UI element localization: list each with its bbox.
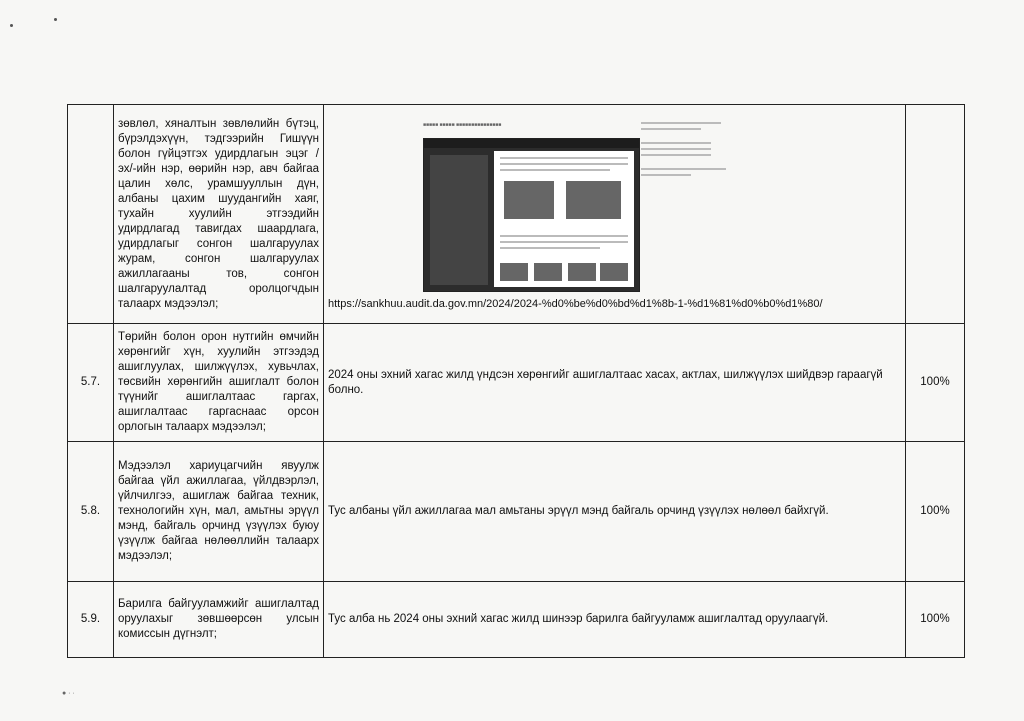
row-description: Төрийн болон орон нутгийн өмчийн хөрөнгийг хүн, хуулийн этгээдэд ашиглуулах, шилжүүлэх, хувьчлах, төсвийн хөрөнгийн ашиглалт болон түүнийг ашиглалтаас гаргах, ашиглалтаас гаргаснаас орсон орлогын талаарх мэдээлэл;: [114, 324, 324, 442]
table-row: [68, 324, 965, 442]
scan-speck: [54, 18, 57, 21]
scan-speck: [10, 24, 13, 27]
row-percent: 100%: [906, 324, 965, 442]
row-status: Тус албаны үйл ажиллагаа мал амьтаны эрүүл мэнд байгаль орчинд үзүүлэх нөлөөл байхгүй.: [324, 442, 906, 582]
pdf-viewer-image: [423, 138, 640, 292]
table-row: [68, 582, 965, 658]
row-number: [68, 105, 114, 324]
row-number: 5.8.: [68, 442, 114, 582]
row-percent: 100%: [906, 442, 965, 582]
row-status: 2024 оны эхний хагас жилд үндсэн хөрөнгийг ашиглалтаас хасах, актлах, шилжүүлэх шийдвэр гараагүй болно.: [324, 324, 906, 442]
row-description: Мэдээлэл хариуцагчийн явуулж байгаа үйл ажиллагаа, үйлдвэрлэл, үйлчилгээ, ашиглаж байгаа техник, технологийн хүн, мал, амьтны эрүүл мэнд, байгаль орчинд үзүүлэх буюу үзүүлж байгаа нөлөөллийн талаарх мэдээлэл;: [114, 442, 324, 582]
report-table: [67, 104, 965, 658]
row-percent: 100%: [906, 582, 965, 658]
row-description: Барилга байгууламжийг ашиглалтад оруулахыг зөвшөөрсөн улсын комиссын дүгнэлт;: [114, 582, 324, 658]
screenshot-sidebar: [641, 118, 731, 180]
row-status: Тус алба нь 2024 оны эхний хагас жилд шинээр барилга байгууламж ашиглалтад оруулаагүй.: [324, 582, 906, 658]
table-row: [68, 442, 965, 582]
scan-marks: ● · ·: [62, 690, 75, 697]
row-number: 5.7.: [68, 324, 114, 442]
row-description: зөвлөл, хяналтын зөвлөлийн бүтэц, бүрэлдэхүүн, тэдгээрийн Гишүүн болон гүйцэтгэх удирдлагын эцэг /эх/-ийн нэр, өөрийн нэр, авч байгаа цалин хөлс, урамшууллын дүн, албаны цахим шуудангийн хаяг, тухайн хуулийн этгээдийн удирдлагад тавигдах шаардлага, удирдлагыг сонгон шалгаруулах журам, сонгон шалгаруулах ажиллагааны тов, сонгон шалгаруулалтад оролцогчдын талаарх мэдээлэл;: [114, 105, 324, 324]
screenshot-breadcrumb: ■■■■■ ■■■■■ ■■■■■■■■■■■■■■■: [423, 122, 502, 128]
website-screenshot-image: [413, 116, 933, 294]
source-url: https://sankhuu.audit.da.gov.mn/2024/2024-%d0%be%d0%bd%d1%8b-1-%d1%81%d0%b0%d1%80/: [328, 298, 823, 310]
table-row: [68, 105, 965, 324]
row-status: [324, 105, 906, 324]
row-number: 5.9.: [68, 582, 114, 658]
